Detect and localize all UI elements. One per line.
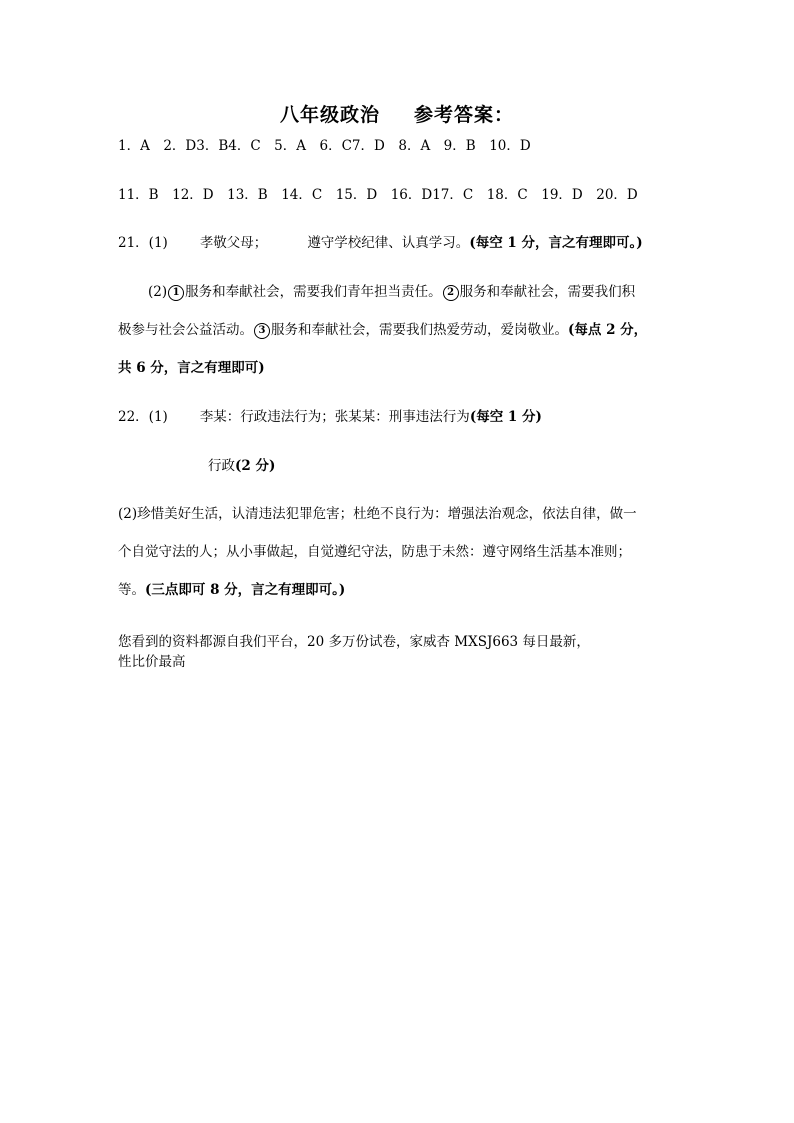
mc-answers-row-1: 1．A 2．D3．B4．C 5．A 6．C7．D 8．A 9．B 10．D [118,138,531,154]
q21-part2-line1 [148,283,635,301]
q21-point-3: 服务和奉献社会，需要我们热爱劳动，爱岗敬业。 [271,322,568,338]
q21-number: 21．(1) [118,235,168,251]
mc-answers-row-2: 11．B 12．D 13．B 14．C 15．D 16．D17．C 18．C 19．D 20．D [118,187,638,203]
q21-part1 [118,234,643,252]
q22-part1-extra [208,457,275,475]
q22-extra-note: (2 分) [235,458,276,474]
q22-extra-answer: 行政 [208,458,235,474]
q22-scoring-note: (每空 1 分) [469,409,542,425]
title-subject: 八年级政治 [279,104,380,126]
q21-part2-label: (2) [148,284,168,300]
q21-answer-a: 孝敬父母； [199,235,268,251]
title-answers: 参考答案： [414,104,515,126]
q22-part2-note: (三点即可 8 分，言之有理即可。) [145,582,346,598]
q21-point-2b: 极参与社会公益活动。 [118,322,253,338]
circled-number-2: 2 [443,285,459,301]
footer-line-2: 性比价最高 [118,654,186,670]
q21-part2-note-a: (每点 2 分， [568,322,648,338]
q22-answer: 李某：行政违法行为；张某某：刑事违法行为 [199,409,470,425]
q21-point-2a: 服务和奉献社会，需要我们积 [459,284,636,300]
page-title [0,100,794,127]
q22-part2-line3 [118,581,345,599]
circled-number-3: 3 [254,323,270,339]
q22-part2-line2: 个自觉守法的人；从小事做起，自觉遵纪守法，防患于未然：遵守网络生活基本准则； [118,544,631,560]
q21-part2-note-b: 共 6 分，言之有理即可) [118,360,265,376]
q21-answer-b: 遵守学校纪律、认真学习。 [307,235,470,251]
q22-part1 [118,408,542,426]
q22-part2-line1: (2)珍惜美好生活，认清违法犯罪危害；杜绝不良行为：增强法治观念，依法自律，做一 [118,506,637,522]
circled-number-1: 1 [168,285,184,301]
q21-point-1: 服务和奉献社会，需要我们青年担当责任。 [185,284,442,300]
q22-part2-end: 等。 [118,582,145,598]
q22-number: 22．(1) [118,409,168,425]
footer-line-1: 您看到的资料都源自我们平台，20 多万份试卷，家威杏 MXSJ663 每日最新， [118,634,590,650]
q21-scoring-note: (每空 1 分，言之有理即可。) [469,235,643,251]
q21-part2-line2 [118,321,647,339]
